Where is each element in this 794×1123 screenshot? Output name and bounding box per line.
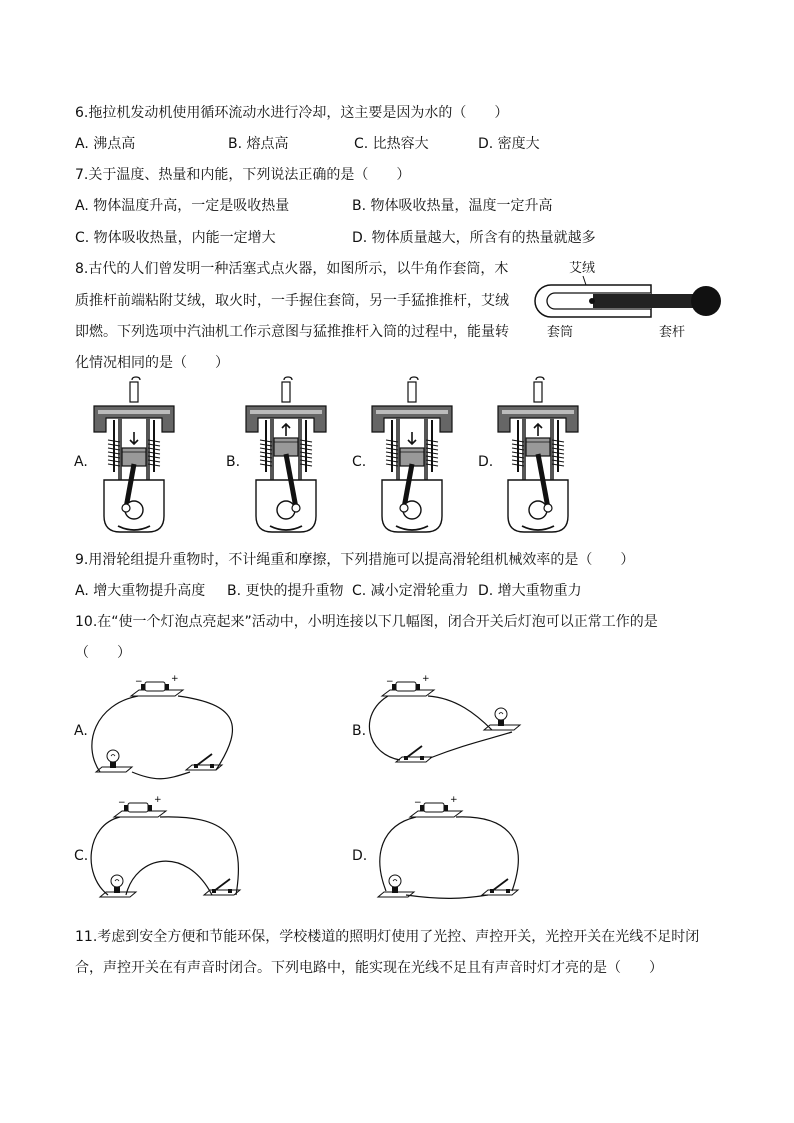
q11-stem-line-2: 合，声控开关在有声音时闭合。下列电路中，能实现在光线不足且有声音时灯才亮的是（ ） xyxy=(75,960,663,976)
engine-diagram-b xyxy=(240,376,332,534)
q8-option-b[interactable]: B. xyxy=(226,454,241,470)
circuit-diagram-b xyxy=(366,674,531,784)
engine-diagram-d xyxy=(492,376,584,534)
svg-text:+: + xyxy=(154,795,162,805)
q8-stem-line-2: 质推杆前端粘附艾绒，取火时，一手握住套筒，另一手猛推推杆，艾绒 xyxy=(75,293,509,309)
q8-option-a[interactable]: A. xyxy=(74,454,88,470)
q7-stem: 7.关于温度、热量和内能，下列说法正确的是（ ） xyxy=(75,167,411,183)
q9-stem: 9.用滑轮组提升重物时，不计绳重和摩擦，下列措施可以提高滑轮组机械效率的是（ ） xyxy=(75,552,635,568)
q7-option-c[interactable]: C. 物体吸收热量，内能一定增大 xyxy=(75,230,276,246)
engine-diagram-a xyxy=(88,376,180,534)
circuit-diagram-d xyxy=(372,795,537,905)
q10-stem-line-1: 10.在“使一个灯泡点亮起来”活动中，小明连接以下几幅图，闭合开关后灯泡可以正常工作的是 xyxy=(75,614,658,630)
battery-icon xyxy=(382,674,434,696)
q11-stem-line-1: 11.考虑到安全方便和节能环保，学校楼道的照明灯使用了光控、声控开关，光控开关在光线不足时闭 xyxy=(75,929,700,945)
battery-icon xyxy=(131,674,183,696)
svg-text:−: − xyxy=(386,677,394,687)
q9-option-b[interactable]: B. 更快的提升重物 xyxy=(227,583,344,599)
svg-text:−: − xyxy=(135,677,143,687)
q10-option-c[interactable]: C. xyxy=(74,848,89,864)
battery-icon xyxy=(114,795,166,817)
bulb-icon xyxy=(378,875,414,897)
q8-stem-line-1: 8.古代的人们曾发明一种活塞式点火器，如图所示，以牛角作套筒，木 xyxy=(75,261,509,277)
q6-option-d[interactable]: D. 密度大 xyxy=(478,136,540,152)
switch-icon xyxy=(186,754,222,770)
tinder-label: 艾绒 xyxy=(569,261,596,276)
q8-stem-line-4: 化情况相同的是（ ） xyxy=(75,355,229,371)
circuit-diagram-a xyxy=(86,674,256,784)
q7-option-a[interactable]: A. 物体温度升高，一定是吸收热量 xyxy=(75,198,290,214)
rod-label: 套杆 xyxy=(659,325,686,340)
q7-option-b[interactable]: B. 物体吸收热量，温度一定升高 xyxy=(352,198,553,214)
q6-option-a[interactable]: A. 沸点高 xyxy=(75,136,136,152)
fire-piston-figure xyxy=(525,254,730,340)
q8-option-d[interactable]: D. xyxy=(478,454,494,470)
q9-option-c[interactable]: C. 减小定滑轮重力 xyxy=(352,583,469,599)
svg-text:+: + xyxy=(450,795,458,805)
bulb-icon xyxy=(100,875,136,897)
switch-icon xyxy=(204,879,240,895)
switch-icon xyxy=(396,746,432,762)
q8-stem-line-3: 即燃。下列选项中汽油机工作示意图与猛推推杆入筒的过程中，能量转 xyxy=(75,324,509,340)
q6-stem: 6.拖拉机发动机使用循环流动水进行冷却，这主要是因为水的（ ） xyxy=(75,105,509,121)
svg-text:+: + xyxy=(422,674,430,684)
engine-diagram-c xyxy=(366,376,458,534)
q10-stem-line-2: （ ） xyxy=(75,645,131,661)
q7-option-d[interactable]: D. 物体质量越大，所含有的热量就越多 xyxy=(352,230,596,246)
svg-text:−: − xyxy=(414,798,422,808)
q6-option-c[interactable]: C. 比热容大 xyxy=(354,136,429,152)
q10-option-b[interactable]: B. xyxy=(352,723,367,739)
sleeve-label: 套筒 xyxy=(547,325,574,340)
q10-option-d[interactable]: D. xyxy=(352,848,368,864)
bulb-icon xyxy=(96,750,132,772)
switch-icon xyxy=(482,879,518,895)
svg-text:−: − xyxy=(118,798,126,808)
battery-icon xyxy=(410,795,462,817)
q6-option-b[interactable]: B. 熔点高 xyxy=(228,136,289,152)
svg-text:+: + xyxy=(171,674,179,684)
circuit-diagram-c xyxy=(86,795,256,905)
q10-option-a[interactable]: A. xyxy=(74,723,88,739)
q9-option-d[interactable]: D. 增大重物重力 xyxy=(478,583,582,599)
q9-option-a[interactable]: A. 增大重物提升高度 xyxy=(75,583,206,599)
q8-option-c[interactable]: C. xyxy=(352,454,367,470)
